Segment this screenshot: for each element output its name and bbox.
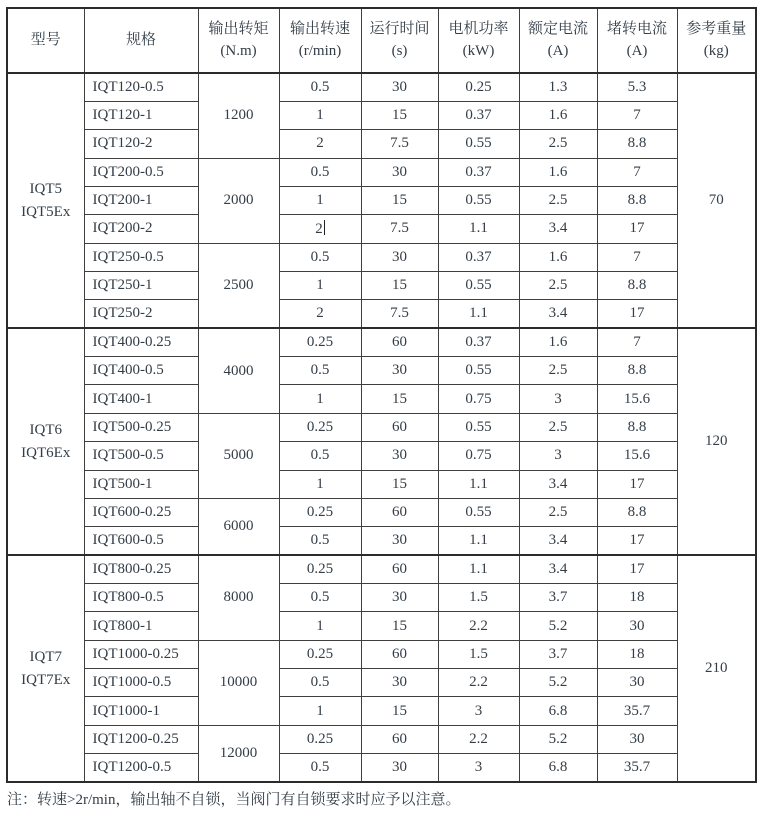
cell-spec: IQT120-2: [84, 130, 198, 158]
cell-time: 30: [361, 158, 438, 186]
speed-value: 0.5: [310, 759, 330, 776]
header-output-torque-unit: (N.m): [220, 42, 257, 59]
cell-stall: 5.3: [597, 73, 677, 101]
table-body: [7, 73, 756, 782]
cell-spec: IQT1000-1: [84, 697, 198, 725]
header-output-torque-title: 输出转矩: [208, 20, 269, 37]
speed-value: 2: [316, 135, 324, 152]
cell-rated: 3.4: [519, 527, 597, 555]
speed-value: 0.5: [310, 589, 330, 606]
cell-weight: 70: [677, 73, 756, 328]
header-run-time-unit: (s): [391, 42, 408, 59]
cell-speed: [279, 385, 361, 413]
cell-spec: IQT400-1: [84, 385, 198, 413]
cell-speed: [279, 101, 361, 129]
cell-stall: 17: [597, 215, 677, 243]
cell-speed: [279, 328, 361, 356]
cell-stall: 8.8: [597, 186, 677, 214]
speed-value: 0.25: [306, 418, 334, 435]
cell-spec: IQT400-0.25: [84, 328, 198, 356]
table-row: [7, 527, 756, 555]
cell-power: 1.5: [438, 640, 519, 668]
cell-torque: 8000: [198, 555, 279, 640]
table-row: [7, 272, 756, 300]
header-rated-current: [519, 8, 597, 73]
cell-speed: [279, 555, 361, 583]
table-row: [7, 612, 756, 640]
cell-stall: 7: [597, 158, 677, 186]
cell-power: 0.37: [438, 101, 519, 129]
speed-value: 0.25: [306, 645, 334, 662]
speed-value: 0.25: [306, 334, 334, 351]
cell-spec: IQT500-0.5: [84, 442, 198, 470]
speed-value: 0.5: [310, 362, 330, 379]
cell-stall: 15.6: [597, 442, 677, 470]
cell-stall: 17: [597, 300, 677, 328]
table-row: [7, 583, 756, 611]
table-row: [7, 498, 756, 526]
cell-time: 30: [361, 527, 438, 555]
cell-speed: [279, 697, 361, 725]
table-row: [7, 697, 756, 725]
model-line: IQT6: [29, 422, 62, 439]
cell-spec: IQT800-0.5: [84, 583, 198, 611]
header-output-speed-title: 输出转速: [289, 20, 350, 37]
cell-rated: 1.6: [519, 101, 597, 129]
cell-rated: 2.5: [519, 186, 597, 214]
model-line: IQT7Ex: [21, 671, 71, 688]
speed-value: 1: [316, 107, 324, 124]
header-stall-current: [597, 8, 677, 73]
cell-speed: [279, 272, 361, 300]
speed-value: 1: [316, 277, 324, 294]
table-row: [7, 130, 756, 158]
header-motor-power-title: 电机功率: [448, 20, 509, 37]
cell-spec: IQT1000-0.25: [84, 640, 198, 668]
cell-rated: 3.4: [519, 555, 597, 583]
cell-power: 1.1: [438, 300, 519, 328]
speed-value: 1: [316, 390, 324, 407]
header-rated-current-unit: (A): [547, 42, 569, 59]
cell-rated: 2.5: [519, 357, 597, 385]
cell-spec: IQT500-1: [84, 470, 198, 498]
cell-torque: 2500: [198, 243, 279, 328]
header-ref-weight-title: 参考重量: [686, 20, 747, 37]
cell-stall: 15.6: [597, 385, 677, 413]
speed-value: 0.5: [310, 447, 330, 464]
model-line: IQT5: [29, 181, 62, 198]
cell-time: 60: [361, 555, 438, 583]
cell-time: 15: [361, 697, 438, 725]
cell-rated: 6.8: [519, 697, 597, 725]
cell-time: 15: [361, 385, 438, 413]
cell-weight: 210: [677, 555, 756, 782]
table-row: [7, 640, 756, 668]
cell-time: 7.5: [361, 300, 438, 328]
cell-spec: IQT120-0.5: [84, 73, 198, 101]
cell-spec: IQT250-0.5: [84, 243, 198, 271]
cell-stall: 35.7: [597, 754, 677, 782]
header-run-time-title: 运行时间: [369, 20, 430, 37]
cell-speed: [279, 300, 361, 328]
cell-spec: IQT1000-0.5: [84, 669, 198, 697]
speed-value: 1: [316, 702, 324, 719]
table-row: [7, 243, 756, 271]
model-line: IQT5Ex: [21, 203, 71, 220]
table-row: [7, 669, 756, 697]
cell-power: 3: [438, 754, 519, 782]
cell-rated: 1.6: [519, 243, 597, 271]
cell-power: 0.55: [438, 186, 519, 214]
cell-stall: 8.8: [597, 498, 677, 526]
cell-speed: [279, 470, 361, 498]
cell-rated: 2.5: [519, 272, 597, 300]
cell-spec: IQT500-0.25: [84, 413, 198, 441]
cell-power: 0.55: [438, 498, 519, 526]
header-output-torque: [198, 8, 279, 73]
cell-spec: IQT200-0.5: [84, 158, 198, 186]
actuator-spec-table: [6, 7, 757, 783]
cell-stall: 7: [597, 328, 677, 356]
cell-stall: 8.8: [597, 272, 677, 300]
cell-stall: 35.7: [597, 697, 677, 725]
text-caret[interactable]: [324, 220, 325, 235]
cell-speed: [279, 754, 361, 782]
cell-stall: 8.8: [597, 130, 677, 158]
cell-rated: 2.5: [519, 130, 597, 158]
cell-torque: 2000: [198, 158, 279, 243]
cell-rated: 3.7: [519, 640, 597, 668]
cell-rated: 1.3: [519, 73, 597, 101]
cell-time: 15: [361, 272, 438, 300]
cell-time: 15: [361, 186, 438, 214]
header-stall-current-title: 堵转电流: [606, 20, 667, 37]
cell-speed: [279, 413, 361, 441]
cell-rated: 3.4: [519, 470, 597, 498]
cell-time: 60: [361, 328, 438, 356]
cell-speed: [279, 583, 361, 611]
cell-time: 7.5: [361, 130, 438, 158]
cell-speed: [279, 725, 361, 753]
table-row: [7, 328, 756, 356]
cell-spec: IQT1200-0.25: [84, 725, 198, 753]
cell-speed: [279, 243, 361, 271]
table-row: [7, 555, 756, 583]
cell-power: 0.55: [438, 357, 519, 385]
header-model-title: 型号: [30, 31, 61, 48]
model-line: IQT6Ex: [21, 444, 71, 461]
cell-power: 1.1: [438, 527, 519, 555]
table-row: [7, 101, 756, 129]
header-motor-power: [438, 8, 519, 73]
cell-power: 0.75: [438, 385, 519, 413]
cell-power: 2.2: [438, 669, 519, 697]
speed-value: 1: [316, 475, 324, 492]
cell-model: [7, 328, 84, 555]
cell-power: 2.2: [438, 725, 519, 753]
cell-time: 15: [361, 612, 438, 640]
header-rated-current-title: 额定电流: [527, 20, 588, 37]
cell-power: 0.37: [438, 328, 519, 356]
speed-value: 0.5: [310, 674, 330, 691]
header-motor-power-unit: (kW): [462, 42, 495, 59]
speed-value: 0.5: [310, 248, 330, 265]
cell-spec: IQT200-1: [84, 186, 198, 214]
cell-time: 30: [361, 73, 438, 101]
speed-value: 0.5: [310, 78, 330, 95]
cell-stall: 18: [597, 583, 677, 611]
cell-speed: [279, 357, 361, 385]
speed-value: 0.25: [306, 730, 334, 747]
table-row: [7, 215, 756, 243]
cell-rated: 1.6: [519, 328, 597, 356]
cell-spec: IQT120-1: [84, 101, 198, 129]
cell-torque: 5000: [198, 413, 279, 498]
header-spec: [84, 8, 198, 73]
cell-stall: 17: [597, 470, 677, 498]
speed-value: 0.5: [310, 532, 330, 549]
cell-rated: 3: [519, 385, 597, 413]
cell-time: 30: [361, 669, 438, 697]
cell-time: 7.5: [361, 215, 438, 243]
cell-stall: 18: [597, 640, 677, 668]
table-row: [7, 357, 756, 385]
cell-torque: 6000: [198, 498, 279, 555]
cell-torque: 1200: [198, 73, 279, 158]
cell-speed: [279, 215, 361, 243]
cell-power: 0.75: [438, 442, 519, 470]
cell-torque: 12000: [198, 725, 279, 782]
cell-spec: IQT600-0.25: [84, 498, 198, 526]
cell-rated: 5.2: [519, 725, 597, 753]
cell-power: 2.2: [438, 612, 519, 640]
cell-stall: 17: [597, 555, 677, 583]
header-output-speed: [279, 8, 361, 73]
cell-time: 60: [361, 413, 438, 441]
speed-value: 1: [316, 617, 324, 634]
table-row: [7, 442, 756, 470]
cell-stall: 7: [597, 101, 677, 129]
table-row: [7, 413, 756, 441]
table-row: [7, 300, 756, 328]
cell-power: 0.37: [438, 158, 519, 186]
header-ref-weight: [677, 8, 756, 73]
cell-power: 0.55: [438, 272, 519, 300]
header-run-time: [361, 8, 438, 73]
cell-spec: IQT200-2: [84, 215, 198, 243]
cell-torque: 10000: [198, 640, 279, 725]
speed-value: 0.25: [306, 561, 334, 578]
cell-power: 0.55: [438, 413, 519, 441]
cell-rated: 5.2: [519, 612, 597, 640]
table-row: [7, 158, 756, 186]
table-row: [7, 186, 756, 214]
cell-rated: 2.5: [519, 413, 597, 441]
table-row: [7, 73, 756, 101]
cell-stall: 17: [597, 527, 677, 555]
header-ref-weight-unit: (kg): [703, 42, 729, 59]
cell-power: 0.55: [438, 130, 519, 158]
cell-power: 1.1: [438, 555, 519, 583]
speed-value: 0.25: [306, 504, 334, 521]
cell-speed: [279, 527, 361, 555]
header-model: [7, 8, 84, 73]
cell-spec: IQT250-1: [84, 272, 198, 300]
cell-weight: 120: [677, 328, 756, 555]
cell-speed: [279, 73, 361, 101]
cell-speed: [279, 669, 361, 697]
cell-time: 15: [361, 470, 438, 498]
cell-stall: 30: [597, 725, 677, 753]
cell-model: [7, 73, 84, 328]
cell-time: 60: [361, 640, 438, 668]
cell-power: 1.1: [438, 470, 519, 498]
cell-power: 3: [438, 697, 519, 725]
cell-time: 30: [361, 243, 438, 271]
cell-speed: [279, 498, 361, 526]
cell-power: 0.37: [438, 243, 519, 271]
cell-speed: [279, 186, 361, 214]
cell-rated: 1.6: [519, 158, 597, 186]
header-stall-current-unit: (A): [626, 42, 648, 59]
cell-stall: 30: [597, 612, 677, 640]
cell-power: 0.25: [438, 73, 519, 101]
cell-model: [7, 555, 84, 782]
cell-stall: 7: [597, 243, 677, 271]
cell-stall: 8.8: [597, 357, 677, 385]
speed-value: 2: [315, 220, 323, 237]
table-row: [7, 754, 756, 782]
cell-spec: IQT600-0.5: [84, 527, 198, 555]
cell-spec: IQT250-2: [84, 300, 198, 328]
cell-power: 1.1: [438, 215, 519, 243]
footnote: 注：转速>2r/min，输出轴不自锁，当阀门有自锁要求时应予以注意。: [7, 792, 461, 808]
cell-rated: 3.4: [519, 300, 597, 328]
cell-speed: [279, 640, 361, 668]
cell-rated: 6.8: [519, 754, 597, 782]
cell-speed: [279, 612, 361, 640]
cell-rated: 2.5: [519, 498, 597, 526]
model-line: IQT7: [29, 649, 62, 666]
cell-speed: [279, 130, 361, 158]
speed-value: 1: [316, 192, 324, 209]
speed-value: 2: [316, 305, 324, 322]
cell-time: 30: [361, 357, 438, 385]
cell-stall: 8.8: [597, 413, 677, 441]
table-row: [7, 470, 756, 498]
cell-rated: 3.4: [519, 215, 597, 243]
header-spec-title: 规格: [125, 31, 156, 48]
cell-spec: IQT800-0.25: [84, 555, 198, 583]
cell-speed: [279, 442, 361, 470]
table-row: [7, 725, 756, 753]
cell-spec: IQT800-1: [84, 612, 198, 640]
cell-time: 30: [361, 754, 438, 782]
cell-time: 30: [361, 583, 438, 611]
cell-spec: IQT1200-0.5: [84, 754, 198, 782]
cell-time: 60: [361, 725, 438, 753]
cell-rated: 3.7: [519, 583, 597, 611]
cell-time: 15: [361, 101, 438, 129]
header-output-speed-unit: (r/min): [298, 42, 342, 59]
cell-spec: IQT400-0.5: [84, 357, 198, 385]
cell-rated: 3: [519, 442, 597, 470]
cell-torque: 4000: [198, 328, 279, 413]
cell-rated: 5.2: [519, 669, 597, 697]
cell-power: 1.5: [438, 583, 519, 611]
table-row: [7, 385, 756, 413]
cell-time: 30: [361, 442, 438, 470]
speed-value: 0.5: [310, 163, 330, 180]
header-row: [7, 8, 756, 73]
cell-time: 60: [361, 498, 438, 526]
cell-speed: [279, 158, 361, 186]
cell-stall: 30: [597, 669, 677, 697]
